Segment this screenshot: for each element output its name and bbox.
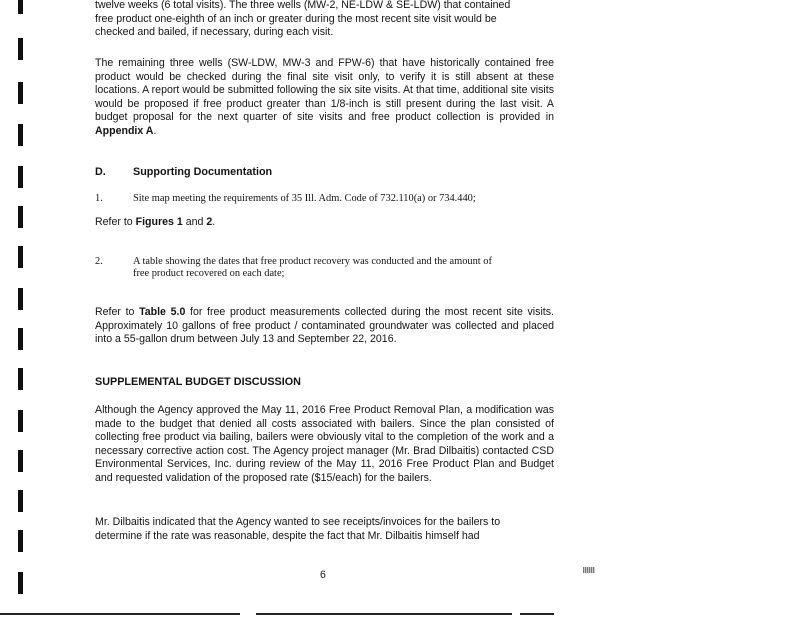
scan-artifact (583, 567, 595, 573)
binding-mark (18, 124, 23, 146)
item-number: 1. (95, 193, 103, 204)
reference-text: for free product measurements collected during the most recent site visits. Approximately 10 gallons of free product / contaminated groundwater was collected and placed into a 55-gallon drum between July 13 and September 22, 2016. (95, 306, 554, 346)
supplemental-paragraph: Although the Agency approved the May 11, 2016 Free Product Removal Plan, a modification was made to the budget that denied all costs associated with bailers. Since the plan consisted of collecting free product via bailing, bailers were obviously vital to the completion of the work and a necessary corrective action cost. The Agency project manager (Mr. Brad Dilbaitis) contacted CSD Environmental Services, Inc. during review of the May 11, 2016 Free Product Plan and Budget and requested validation of the proposed rate ($15/each) for the bailers. (95, 404, 554, 484)
paragraph-wells-checked (95, 0, 554, 40)
item-line: A table showing the dates that free product recovery was conducted and the amount of (133, 256, 492, 267)
binding-mark (18, 206, 23, 228)
reference-text: Refer to (95, 216, 136, 228)
reference-text: Refer to (95, 306, 140, 318)
reference-text: . (212, 216, 216, 228)
item-line: free product recovered on each date; (133, 268, 285, 280)
figure-reference: 2 (206, 216, 213, 228)
reference-text: and (182, 216, 207, 228)
figures-reference (95, 216, 554, 230)
paragraph-line: Mr. Dilbaitis indicated that the Agency wanted to see receipts/invoices for the bailers to (95, 516, 501, 528)
paragraph-text: The remaining three wells (SW-LDW, MW-3 and FPW-6) that have historically contained free product would be checked during the final site visit only, to verify it is still absent at these locations. A report would be submitted following the six site visits. At that time, additional site visits would be proposed if free product greater than 1/8-inch is still present during the last visit. A budget proposal for the next quarter of site visits and free product collection is provided in (95, 57, 554, 124)
paragraph-remaining-wells (95, 57, 554, 139)
section-d-heading (95, 166, 273, 178)
binding-mark (18, 82, 23, 104)
binding-mark (18, 166, 23, 188)
binding-mark (18, 572, 23, 594)
paragraph-line: checked and bailed, if necessary, during each visit. (95, 26, 334, 39)
binding-mark (18, 368, 23, 390)
footer-rule (520, 613, 554, 615)
paragraph-line: twelve weeks (6 total visits). The three wells (MW-2, NE-LDW & SE-LDW) that contained (95, 0, 511, 11)
binding-mark (18, 328, 23, 350)
paragraph-line: free product one-eighth of an inch or greater during the most recent site visit would be (95, 12, 497, 25)
paragraph-text: . (153, 124, 157, 137)
binding-mark (18, 246, 23, 268)
binding-mark (18, 490, 23, 512)
binding-mark (18, 0, 23, 14)
figure-reference: Figures 1 (135, 216, 183, 228)
page-number: 6 (320, 569, 326, 581)
item-text (133, 256, 554, 281)
binding-mark (18, 288, 23, 310)
section-letter: D. (95, 166, 106, 178)
table-reference-paragraph (95, 306, 554, 347)
item-text: Site map meeting the requirements of 35 Ill. Adm. Code of 732.110(a) or 734.440; (133, 193, 476, 204)
binding-mark (18, 410, 23, 432)
binding-mark (18, 450, 23, 472)
supplemental-paragraph (95, 516, 554, 543)
paragraph-line: determine if the rate was reasonable, despite the fact that Mr. Dilbaitis himself had (95, 529, 480, 542)
supplemental-budget-heading: SUPPLEMENTAL BUDGET DISCUSSION (95, 376, 301, 388)
appendix-reference: Appendix A (95, 124, 154, 137)
footer-rule (0, 613, 240, 615)
binding-mark (18, 530, 23, 552)
footer-rule (256, 613, 512, 615)
table-reference: Table 5.0 (139, 306, 186, 318)
item-number: 2. (95, 256, 103, 267)
section-title: Supporting Documentation (133, 166, 273, 178)
binding-mark (18, 38, 23, 60)
